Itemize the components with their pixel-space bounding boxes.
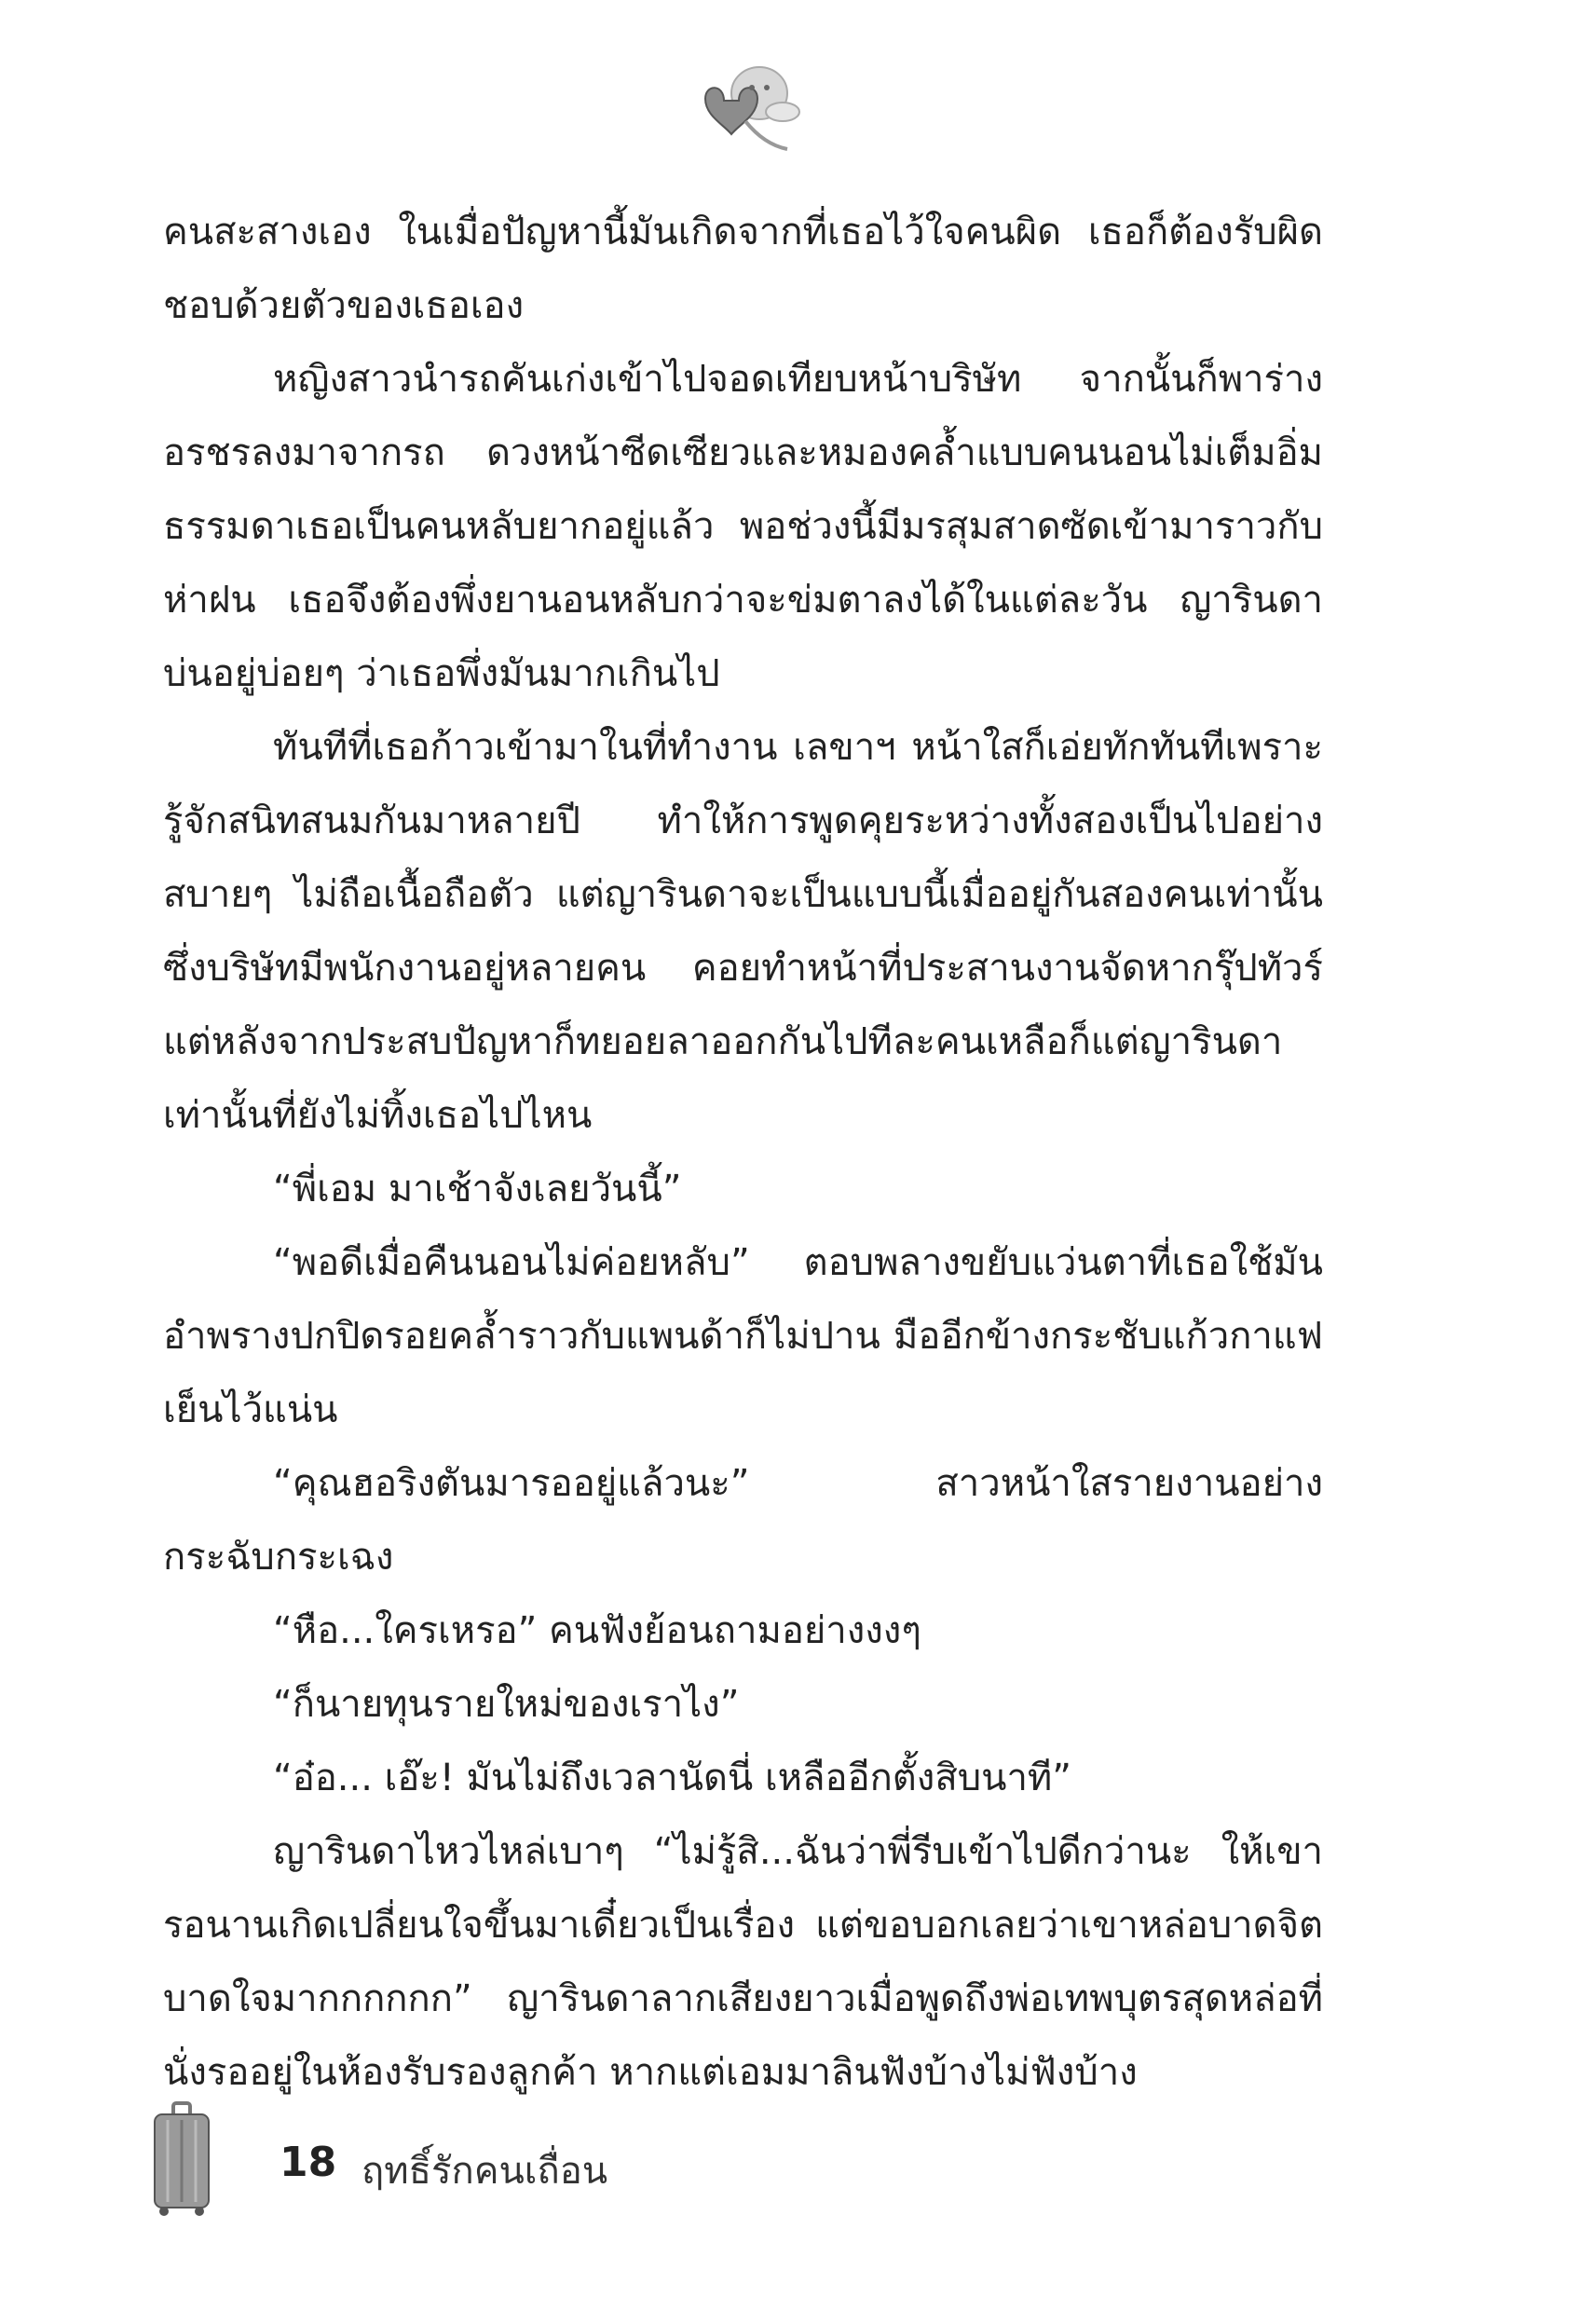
cupid-heart-icon	[694, 56, 806, 168]
paragraph-8: “ก็นายทุนรายใหม่ของเราไง”	[273, 1683, 740, 1726]
paragraph-3: ทันทีที่เธอก้าวเข้ามาในที่ทำงาน เลขาฯ หน้าใสก็เอ่ยทักทันทีเพราะรู้จักสนิทสนมกันมาหลายปี ทำให้การพูดคุยระหว่างทั้งสองเป็นไปอย่างสบายๆ ไม่ถือเนื้อถือตัว แต่ญารินดาจะเป็นแบบนี้เมื่ออยู่กันสองคนเท่านั้น ซึ่งบริษัทมีพนักงานอยู่หลายคน คอยทำหน้าที่ประสานงานจัดหากรุ๊ปทัวร์ แต่หลังจากประสบปัญหาก็ทยอยลาออกกันไปทีละคนเหลือก็แต่ญารินดาเท่านั้นที่ยังไม่ทิ้งเธอไปไหน	[163, 726, 1323, 1137]
page-footer	[149, 2092, 708, 2222]
page-number: 18	[280, 2139, 337, 2186]
paragraph-7: “หือ...ใครเหรอ” คนฟังย้อนถามอย่างงงๆ	[273, 1609, 921, 1652]
paragraph-10: ญารินดาไหวไหล่เบาๆ “ไม่รู้สิ...ฉันว่าพี่รีบเข้าไปดีกว่านะ ให้เขารอนานเกิดเปลี่ยนใจขึ้นมาเดี๋ยวเป็นเรื่อง แต่ขอบอกเลยว่าเขาหล่อบาดจิตบาดใจมากกกกกก” ญารินดาลากเสียงยาวเมื่อพูดถึงพ่อเทพบุตรสุดหล่อที่นั่งรออยู่ในห้องรับรองลูกค้า หากแต่เอมมาลินฟังบ้างไม่ฟังบ้าง	[163, 1830, 1323, 2094]
paragraph-5: “พอดีเมื่อคืนนอนไม่ค่อยหลับ” ตอบพลางขยับแว่นตาที่เธอใช้มันอำพรางปกปิดรอยคล้ำราวกับแพนด้าก็ไม่ปาน มืออีกข้างกระชับแก้วกาแฟเย็นไว้แน่น	[163, 1241, 1323, 1431]
book-title: ฤทธิ์รักคนเถื่อน	[361, 2150, 608, 2193]
paragraph-9: “อ๋อ... เอ๊ะ! มันไม่ถึงเวลานัดนี่ เหลืออีกตั้งสิบนาที”	[273, 1757, 1072, 1799]
paragraph-1: คนสะสางเอง ในเมื่อปัญหานี้มันเกิดจากที่เธอไว้ใจคนผิด เธอก็ต้องรับผิดชอบด้วยตัวของเธอเอง	[163, 211, 1323, 327]
paragraph-2: หญิงสาวนำรถคันเก่งเข้าไปจอดเทียบหน้าบริษัท จากนั้นก็พาร่างอรชรลงมาจากรถ ดวงหน้าซีดเซียวและหมองคล้ำแบบคนนอนไม่เต็มอิ่ม ธรรมดาเธอเป็นคนหลับยากอยู่แล้ว พอช่วงนี้มีมรสุมสาดซัดเข้ามาราวกับห่าฝน เธอจึงต้องพึ่งยานอนหลับกว่าจะข่มตาลงได้ในแต่ละวัน ญารินดาบ่นอยู่บ่อยๆ ว่าเธอพึ่งมันมากเกินไป	[163, 358, 1323, 695]
body-text	[163, 196, 1323, 2110]
paragraph-6: “คุณฮอริงตันมารออยู่แล้วนะ” สาวหน้าใสรายงานอย่างกระฉับกระเฉง	[163, 1462, 1323, 1579]
paragraph-4: “พี่เอม มาเช้าจังเลยวันนี้”	[273, 1168, 682, 1210]
suitcase-icon	[149, 2101, 214, 2218]
